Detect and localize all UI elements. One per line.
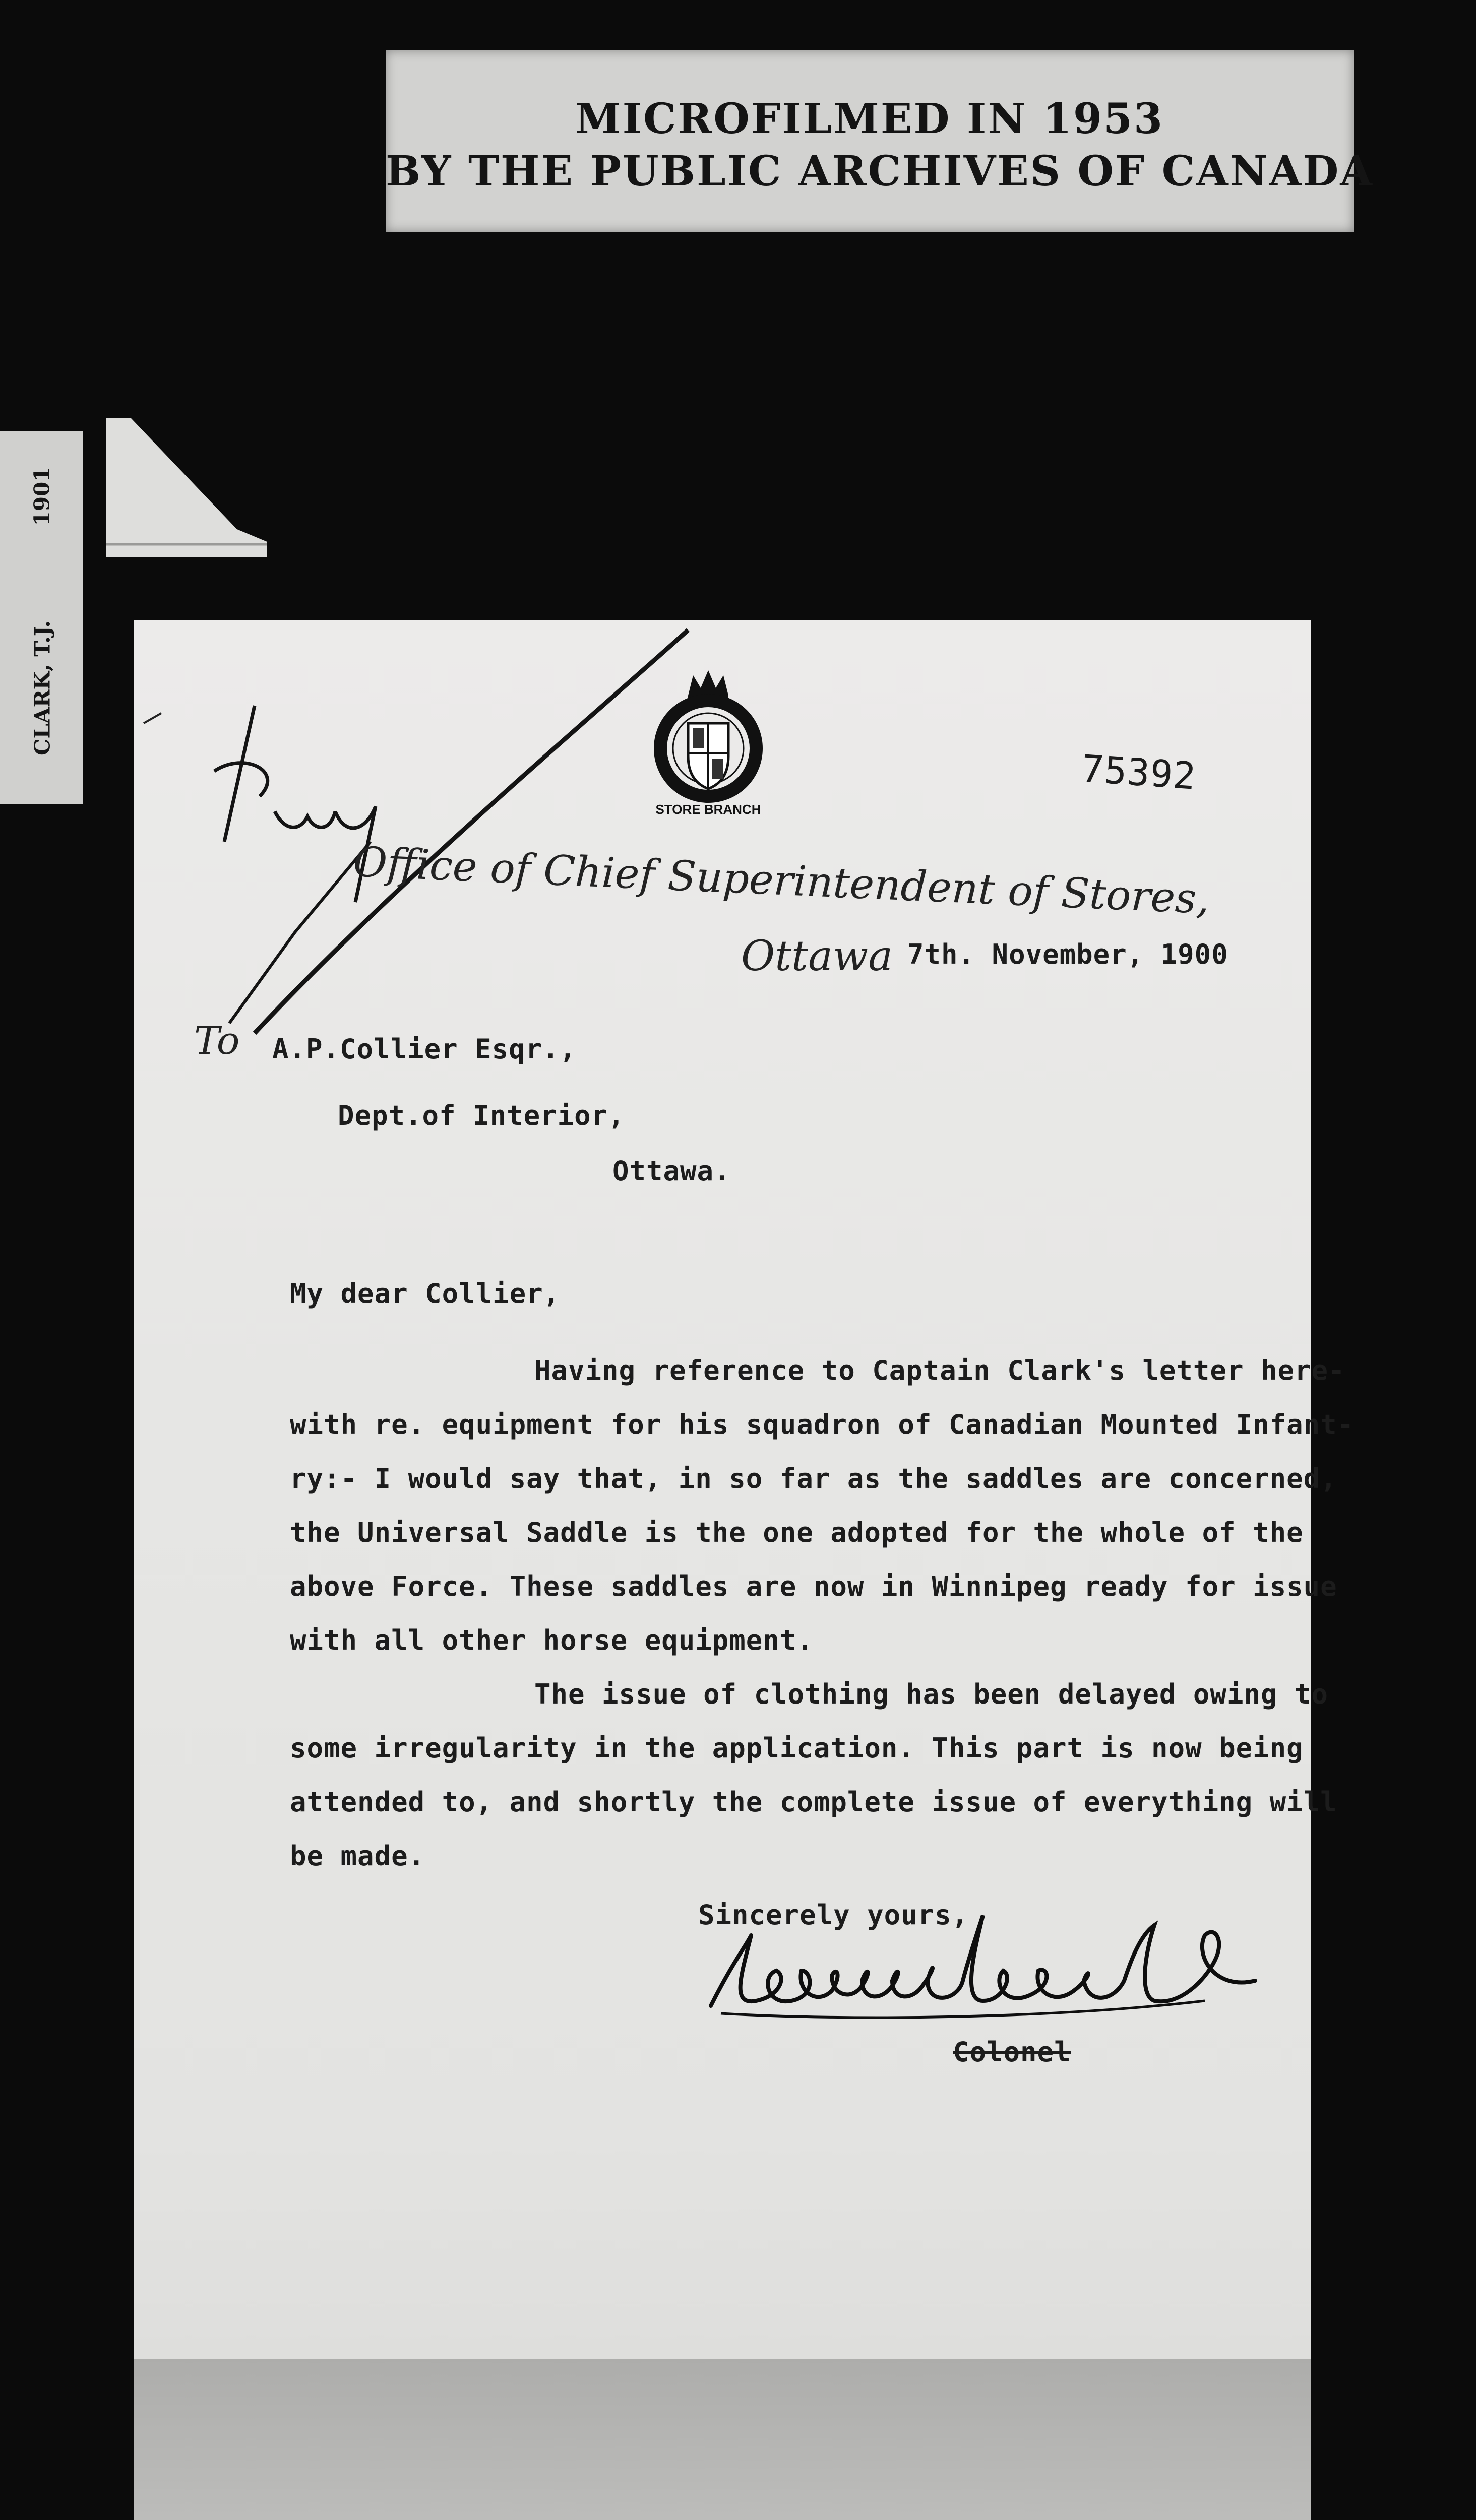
addressee-city: Ottawa. <box>612 1155 731 1187</box>
file-tab-label <box>0 431 83 804</box>
body-line: be made. <box>290 1840 425 1872</box>
body-line: with re. equipment for his squadron of Canadian Mounted Infant- <box>290 1409 1355 1440</box>
letterhead-place: Ottawa <box>741 932 893 980</box>
file-tab-name: CLARK, T.J. <box>30 620 55 755</box>
microfilm-banner <box>386 50 1374 232</box>
addressee: A.P.Collier Esqr., <box>272 1033 577 1065</box>
body-line: with all other horse equipment. <box>290 1624 814 1656</box>
to-label: To <box>194 1018 240 1063</box>
page-shadow-band <box>134 2359 1311 2520</box>
struck-title: Colonel <box>953 2036 1071 2068</box>
banner-line-2: BY THE PUBLIC ARCHIVES OF CANADA <box>386 147 1374 196</box>
body-line: The issue of clothing has been delayed owing to <box>534 1678 1329 1710</box>
folder-flap <box>106 418 267 557</box>
crest-caption: STORE BRANCH <box>655 802 761 817</box>
signature <box>701 1905 1306 2036</box>
file-tab-year: 1901 <box>29 467 54 526</box>
banner-line-1: MICROFILMED IN 1953 <box>575 95 1164 143</box>
salutation: My dear Collier, <box>290 1278 561 1309</box>
body-line: Having reference to Captain Clark's letter here- <box>534 1355 1345 1387</box>
body-line: ry:- I would say that, in so far as the saddles are concerned, <box>290 1463 1337 1494</box>
body-line: the Universal Saddle is the one adopted for the whole of the <box>290 1517 1304 1548</box>
document-number: 75392 <box>1080 747 1198 798</box>
addressee-department: Dept.of Interior, <box>338 1100 625 1131</box>
body-line: attended to, and shortly the complete issue of everything will <box>290 1786 1337 1818</box>
body-line: some irregularity in the application. This part is now being <box>290 1732 1304 1764</box>
body-line: above Force. These saddles are now in Winnipeg ready for issue <box>290 1570 1337 1602</box>
militia-crest-icon <box>648 660 769 827</box>
file-tab-name-box <box>17 582 68 794</box>
letter-date: 7th. November, 1900 <box>907 938 1228 970</box>
file-tab-year-box <box>14 436 70 557</box>
closing: Sincerely yours, <box>698 1899 969 1931</box>
letterhead-office: Office of Chief Superintendent of Stores, <box>352 838 1211 924</box>
